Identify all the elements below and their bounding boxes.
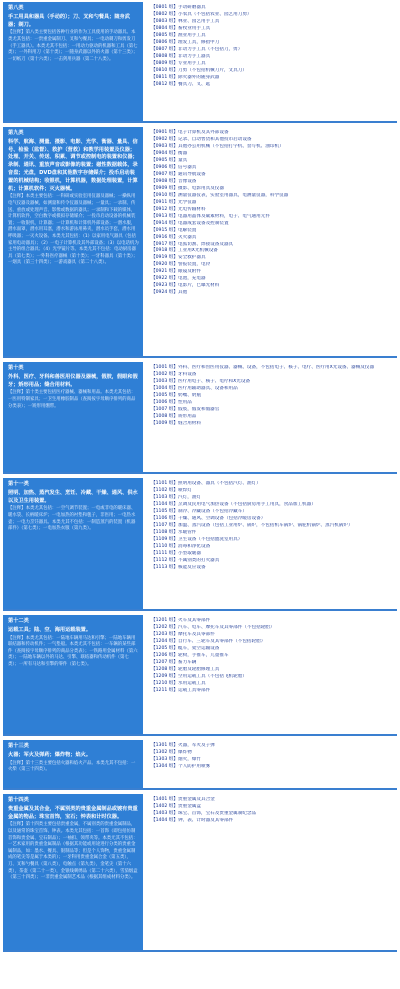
group-label: 缝合用材料 xyxy=(178,420,201,426)
group-label: 制冷、冷藏设备（不包括冷藏车） xyxy=(178,508,247,514)
category-title: 第八类 xyxy=(8,5,24,11)
group-code: 【1106 组】 xyxy=(151,515,178,521)
group-code: 【1109 组】 xyxy=(151,536,178,542)
group-item[interactable] xyxy=(151,743,391,750)
group-label: 汽车、电车、摩托车及其零部件（不包括轮胎） xyxy=(178,624,275,630)
group-label: 烹调及民用电气加热设备（不包括厨房用手工用具，食品加工机器） xyxy=(178,501,316,507)
group-label: 其他办公用机械（不包括打字机、誊写机、油印机） xyxy=(178,143,284,149)
group-label: 喷焊灯 xyxy=(178,487,192,493)
group-item[interactable] xyxy=(151,674,391,681)
group-code: 【0804 组】 xyxy=(151,25,178,31)
group-item[interactable] xyxy=(151,54,391,61)
group-label: 奶嘴、奶瓶 xyxy=(178,392,201,398)
group-code: 【1001 组】 xyxy=(151,365,178,370)
category-title: 第十二类 xyxy=(8,618,29,624)
group-label: 电影片，已曝光材料 xyxy=(178,283,220,289)
group-item[interactable] xyxy=(151,400,391,407)
group-item[interactable] xyxy=(151,681,391,688)
category-heading: 运载工具；陆、空、海用运载装置。 xyxy=(8,626,92,633)
group-code: 【1204 组】 xyxy=(151,638,178,644)
category-note: 【注释】本类主要包括：一科研或实验室用仪器及器械；一操纵用电气仪器及器械，如测量和传令仪器及器械；一量具；一录制、传送、重放或处理声音、影像或数据的器具；一录制和下载的媒体，计算机软件，空白数字或模拟存储媒介；一投币启动设备的机械装置；一收银机，计算器；一计算机和计算机外部设备；一潜水服，潜水面罩，潜水用耳塞，潜水和游泳用鼻夹，潜水员手套，潜水用呼吸器；一灭火设备。本类尤其包括：（1）以家用电气器具（包括家用电动器具）；（2）一电子计算机及其外部设备；（3）以电话机为主导的组合器具；（4）光学镜片等。本类尤其不包括：电动厨房器具（第七类）；一外科医疗器械（第十类）；一牙科器具（第十类）；一烟具（第三十四类）；一游戏器具（第二十八类）。 xyxy=(8,194,139,266)
group-label: 光电传输材料 xyxy=(178,206,206,212)
group-label: 电池，充电器 xyxy=(178,276,206,282)
group-label: 钟、表、计时器及其零部件 xyxy=(178,817,234,823)
category-title: 第十一类 xyxy=(8,481,29,487)
group-label: 音像设备 xyxy=(178,178,197,184)
group-item[interactable] xyxy=(151,646,391,653)
group-label: 卫生设备（不包括盥洗室用具） xyxy=(178,536,243,542)
group-item[interactable] xyxy=(151,26,391,33)
category-description-panel xyxy=(3,740,143,788)
group-label: 牙科设备 xyxy=(178,371,197,377)
group-code: 【0904 组】 xyxy=(151,150,178,156)
group-label: 餐具刀、叉、匙 xyxy=(178,81,211,87)
category-title: 第十四类 xyxy=(8,797,29,803)
group-item[interactable] xyxy=(151,158,391,165)
group-code: 【1003 组】 xyxy=(151,378,178,384)
group-item[interactable] xyxy=(151,186,391,193)
group-code: 【1403 组】 xyxy=(151,810,178,816)
group-code: 【1004 组】 xyxy=(151,385,178,391)
group-list xyxy=(143,127,397,356)
group-item[interactable] xyxy=(151,530,391,537)
category-section xyxy=(3,127,397,358)
group-item[interactable] xyxy=(151,200,391,207)
group-code: 【1202 组】 xyxy=(151,624,178,630)
group-code: 【0912 组】 xyxy=(151,206,178,212)
group-item[interactable] xyxy=(151,757,391,764)
group-code: 【0920 组】 xyxy=(151,262,178,268)
category-section xyxy=(3,2,397,123)
group-item[interactable] xyxy=(151,12,391,19)
group-code: 【1103 组】 xyxy=(151,494,178,500)
group-item[interactable] xyxy=(151,228,391,235)
group-label: 理发工具，修指甲刀 xyxy=(178,39,220,45)
group-label: 水用运载工具 xyxy=(178,680,206,686)
group-item[interactable] xyxy=(151,516,391,523)
group-label: 不属别类的打火器具 xyxy=(178,557,220,563)
group-code: 【0916 组】 xyxy=(151,234,178,240)
group-code: 【1110 组】 xyxy=(151,543,178,549)
group-item[interactable] xyxy=(151,804,391,811)
group-code: 【1101 组】 xyxy=(151,481,178,486)
group-label: 外科、医疗和兽医用仪器、器械、设备，不包括电子、核子、电疗、医疗用X光设备、器械及仪器 xyxy=(178,365,375,370)
group-code: 【1210 组】 xyxy=(151,680,178,686)
group-code: 【0808 组】 xyxy=(151,53,178,59)
category-description-panel xyxy=(3,478,143,609)
group-code: 【1209 组】 xyxy=(151,673,178,679)
group-item[interactable] xyxy=(151,551,391,558)
group-code: 【0802 组】 xyxy=(151,11,178,17)
group-code: 【1211 组】 xyxy=(151,687,178,693)
group-label: 电弧切割、焊接设备及器具 xyxy=(178,241,234,247)
group-list xyxy=(143,362,397,472)
group-code: 【1302 组】 xyxy=(151,749,178,755)
group-code: 【0923 组】 xyxy=(151,283,178,289)
group-item[interactable] xyxy=(151,5,391,12)
group-label: 小农具（不包括农业、园艺用刀剪） xyxy=(178,11,252,17)
group-item[interactable] xyxy=(151,165,391,172)
group-code: 【0917 组】 xyxy=(151,241,178,247)
group-code: 【0807 组】 xyxy=(151,46,178,52)
category-section xyxy=(3,794,397,952)
group-item[interactable] xyxy=(151,544,391,551)
group-label: 眼镜及附件 xyxy=(178,269,201,275)
group-item[interactable] xyxy=(151,248,391,255)
group-item[interactable] xyxy=(151,365,391,372)
category-description-panel xyxy=(3,362,143,472)
category-description-panel xyxy=(3,615,143,734)
group-label: 畜牧业用手工具 xyxy=(178,25,211,31)
group-code: 【0908 组】 xyxy=(151,178,178,184)
group-item[interactable] xyxy=(151,214,391,221)
group-code: 【1401 组】 xyxy=(151,797,178,802)
group-item[interactable] xyxy=(151,509,391,516)
group-label: 火车及其零部件 xyxy=(178,618,211,623)
group-item[interactable] xyxy=(151,667,391,674)
category-section xyxy=(3,615,397,736)
group-label: 记录、自动售货和其他投币启动设备 xyxy=(178,136,252,142)
group-label: 爆炸物 xyxy=(178,749,192,755)
group-item[interactable] xyxy=(151,565,391,572)
group-item[interactable] xyxy=(151,750,391,757)
group-label: 手动研磨器具 xyxy=(178,5,206,10)
group-code: 【0915 组】 xyxy=(151,227,178,233)
group-item[interactable] xyxy=(151,276,391,283)
group-code: 【1113 组】 xyxy=(151,564,178,570)
group-code: 【1206 组】 xyxy=(151,652,178,658)
category-title: 第九类 xyxy=(8,130,24,136)
group-label: 医疗用电子、核子、电疗和X光设备 xyxy=(178,378,251,384)
group-item[interactable] xyxy=(151,221,391,228)
group-label: 量具 xyxy=(178,157,188,163)
group-label: 信号器具 xyxy=(178,164,197,170)
group-label: 水暖管件 xyxy=(178,529,197,535)
group-item[interactable] xyxy=(151,688,391,695)
group-item[interactable] xyxy=(151,625,391,632)
group-label: 电器用晶体及碳素材料，电子、电气通用元件 xyxy=(178,213,270,219)
group-code: 【0903 组】 xyxy=(151,143,178,149)
group-code: 【0913 组】 xyxy=(151,213,178,219)
group-label: 通讯导航设备 xyxy=(178,171,206,177)
group-label: 核能反应设备 xyxy=(178,564,206,570)
group-item[interactable] xyxy=(151,290,391,297)
group-item[interactable] xyxy=(151,653,391,660)
group-label: 假肢，假发和假器官 xyxy=(178,406,220,412)
group-item[interactable] xyxy=(151,379,391,386)
category-note: 【注释】第十类主要包括医疗器械、器械和用品。本类尤其包括：一医用特制家具；一卫生用橡胶制品（查阅按字母顺序排列的商品分类表）；一矫形用绷带。 xyxy=(8,390,136,409)
group-label: 汽灯，油灯 xyxy=(178,494,201,500)
group-item[interactable] xyxy=(151,82,391,89)
group-item[interactable] xyxy=(151,137,391,144)
group-item[interactable] xyxy=(151,811,391,818)
group-item[interactable] xyxy=(151,372,391,379)
category-note: 【注释】本类尤其包括：一陆地车辆用马达和引擎；一陆地车辆用联结器和传动机件；一气垫船。本类尤其不包括：一车辆的某些部件（查阅按字母顺序排列的商品分类表）；一铁路用金属材料（第六类）；一陆地车辆以外的马达、引擎、联结器和传动机件（第七类）；一所有马达和引擎的零件（第七类）。 xyxy=(8,635,138,668)
group-item[interactable] xyxy=(151,639,391,646)
group-item[interactable] xyxy=(151,414,391,421)
group-item[interactable] xyxy=(151,255,391,262)
group-label: 缆车，架空运输设备 xyxy=(178,645,220,651)
group-code: 【1009 组】 xyxy=(151,420,178,426)
group-item[interactable] xyxy=(151,618,391,625)
group-item[interactable] xyxy=(151,47,391,54)
group-code: 【1303 组】 xyxy=(151,756,178,762)
category-heading: 手工用具和器具（手动的）；刀、叉和勺餐具；随身武器；剃刀。 xyxy=(8,13,130,28)
category-heading: 外科、医疗、牙科和兽医用仪器及器械，假肢，假眼和假牙；矫形用品；缝合用材料。 xyxy=(8,373,138,388)
group-item[interactable] xyxy=(151,797,391,804)
category-section xyxy=(3,362,397,474)
group-label: 干燥、通风、空调设备（包括冷暖房设备） xyxy=(178,515,266,521)
category-description-panel xyxy=(3,794,143,950)
group-item[interactable] xyxy=(151,558,391,565)
group-item[interactable] xyxy=(151,242,391,249)
group-item[interactable] xyxy=(151,193,391,200)
group-label: 非动力手工器具 xyxy=(178,53,211,59)
group-label: 电器成套设备及控制装置 xyxy=(178,220,229,226)
group-label: 矫形用品 xyxy=(178,413,197,419)
group-code: 【1006 组】 xyxy=(151,399,178,405)
group-code: 【0914 组】 xyxy=(151,220,178,226)
group-code: 【1301 组】 xyxy=(151,743,178,748)
category-title: 第十类 xyxy=(8,365,24,371)
group-item[interactable] xyxy=(151,130,391,137)
group-label: 林业、园艺用手工具 xyxy=(178,18,220,24)
group-item[interactable] xyxy=(151,393,391,400)
category-heading: 火器；军火及弹药；爆炸物；焰火。 xyxy=(8,751,92,758)
group-label: 非动力手工具（不包括刀，剪） xyxy=(178,46,243,52)
group-label: 灭火器具 xyxy=(178,234,197,240)
group-code: 【0810 组】 xyxy=(151,67,178,73)
group-item[interactable] xyxy=(151,179,391,186)
group-code: 【1108 组】 xyxy=(151,529,178,535)
group-code: 【0805 组】 xyxy=(151,32,178,38)
group-item[interactable] xyxy=(151,502,391,509)
group-code: 【0906 组】 xyxy=(151,164,178,170)
category-heading: 照明、加热、蒸汽发生、烹饪、冷藏、干燥、通风、供水以及卫生用装置。 xyxy=(8,489,138,504)
group-item[interactable] xyxy=(151,495,391,502)
group-label: 珠宝、首饰，宝石及贵重金属制纪念品 xyxy=(178,810,257,816)
group-code: 【0902 组】 xyxy=(151,136,178,142)
group-code: 【1105 组】 xyxy=(151,508,178,514)
group-item[interactable] xyxy=(151,262,391,269)
group-item[interactable] xyxy=(151,207,391,214)
group-code: 【0811 组】 xyxy=(151,74,178,80)
group-item[interactable] xyxy=(151,269,391,276)
group-item[interactable] xyxy=(151,68,391,75)
group-code: 【1008 组】 xyxy=(151,413,178,419)
group-label: 贵重金属及其合金 xyxy=(178,797,215,802)
group-label: 电解装置 xyxy=(178,227,197,233)
group-label: 轮椅，手推车，儿童推车 xyxy=(178,652,229,658)
group-code: 【1203 组】 xyxy=(151,631,178,637)
group-item[interactable] xyxy=(151,386,391,393)
group-item[interactable] xyxy=(151,61,391,68)
group-item[interactable] xyxy=(151,818,391,825)
group-code: 【0812 组】 xyxy=(151,81,178,87)
category-heading: 科学、航海、测量、摄影、电影、光学、衡器、量具、信号、检验（监督）、救护（营救）和教学用装置及仪器；处理、开关、传送、积累、调节或控制电的装置和仪器；录制、通讯、重放声音或影像的装置；磁性数据载体，录音盘；光盘，DVD盘和其他数字存储媒介；投币启动装置的机械结构；收银机，计算机器，数据处理装置，计算机；计算机软件；灭火器械。 xyxy=(8,138,138,192)
category-note: 【注释】第十四类主要包括贵重金属，不属别类的贵重金属制品，以及通常的珠宝首饰、钟表。本类尤其包括：一首饰（即包括仿制首饰和贵金属、宝石制品）；一袖扣、领带夹等。本类尤其不包括：一艺术家用的贵重金属制品（根据其功能或用途进行分类的贵重金属制品，如：墨水、餐具、银制品等；但是个人饰物，贵重金属制成的笔尖等是属于本类的）；一牙科用贵重金属合金（第五类），刀、叉和勺餐具（第八类），电触点（第九类），金笔尖（第十六类），茶壶（第二十一类），金银线刺绣品（第二十六类），雪茄烟盒（第三十四类）；一非贵重金属制艺术品（根据其组成材料分类）。 xyxy=(8,822,138,881)
group-label: 测量仪器仪表，实验室用器具，电测量仪器，科学仪器 xyxy=(178,192,289,198)
group-code: 【1402 组】 xyxy=(151,803,178,809)
group-label: 个人防护用喷雾 xyxy=(178,763,211,769)
group-item[interactable] xyxy=(151,481,391,488)
group-code: 【1207 组】 xyxy=(151,659,178,665)
group-label: 照明用设备、器具（不包括汽灯、油灯） xyxy=(178,481,261,486)
category-note: 【注释】本类尤其包括：一空气调节装置；一电或非电的暖床器、暖水袋、长柄暖床炉；一电加热的衬垫和毯子，非医用；一电热水壶；一电力烹饪器具。本类尤其不包括：一制造蒸汽的装置（机器部件）（第七类）；一电加热衣服（第九类）。 xyxy=(8,506,136,532)
group-label: 渔业用手工具 xyxy=(178,32,206,38)
category-description-panel xyxy=(3,127,143,356)
group-code: 【0806 组】 xyxy=(151,39,178,45)
group-label: 刀剪（不包括机械刀片，文具刀） xyxy=(178,67,247,73)
group-item[interactable] xyxy=(151,235,391,242)
group-code: 【0905 组】 xyxy=(151,157,178,163)
group-item[interactable] xyxy=(151,421,391,428)
group-label: 烟火，爆竹 xyxy=(178,756,201,762)
group-label: 医疗用辅助器具、设备和用品 xyxy=(178,385,238,391)
group-item[interactable] xyxy=(151,660,391,667)
group-list xyxy=(143,478,397,609)
group-code: 【1107 组】 xyxy=(151,522,178,528)
group-item[interactable] xyxy=(151,33,391,40)
group-label: 除火器外的随身武器 xyxy=(178,74,220,80)
group-item[interactable] xyxy=(151,172,391,179)
category-title: 第十三类 xyxy=(8,743,29,749)
group-code: 【0918 组】 xyxy=(151,248,178,254)
group-code: 【0803 组】 xyxy=(151,18,178,24)
category-description-panel xyxy=(3,2,143,121)
group-item[interactable] xyxy=(151,19,391,26)
group-code: 【0911 组】 xyxy=(151,199,178,205)
group-item[interactable] xyxy=(151,151,391,158)
group-list xyxy=(143,740,397,788)
group-item[interactable] xyxy=(151,283,391,290)
group-list xyxy=(143,615,397,734)
group-item[interactable] xyxy=(151,632,391,639)
category-heading: 贵重金属及其合金，不属别类的贵重金属制品或镀有贵重金属的物品；珠宝首饰，宝石；钟表和计时仪器。 xyxy=(8,805,138,820)
group-label: 运载工具零部件 xyxy=(178,687,211,693)
group-label: 工业用X光机械设备 xyxy=(178,248,218,254)
group-label: 警报装置，电铃 xyxy=(178,262,211,268)
group-code: 【1201 组】 xyxy=(151,618,178,623)
group-label: 摩托车及其零部件 xyxy=(178,631,215,637)
group-label: 空用运载工具（不包括飞机轮胎） xyxy=(178,673,247,679)
group-code: 【1111 组】 xyxy=(151,550,178,556)
group-label: 安全救护器具 xyxy=(178,255,206,261)
group-code: 【0801 组】 xyxy=(151,5,178,10)
group-code: 【0909 组】 xyxy=(151,185,178,191)
group-code: 【1205 组】 xyxy=(151,645,178,651)
category-section xyxy=(3,478,397,611)
group-code: 【1208 组】 xyxy=(151,666,178,672)
group-item[interactable] xyxy=(151,144,391,151)
group-label: 消毒和净化设备 xyxy=(178,543,211,549)
group-label: 衡器 xyxy=(178,150,188,156)
group-label: 加温、蒸汽设备（包括工业用炉、锅炉，不包括机车锅炉、锅驼机锅炉、蒸汽机锅炉） xyxy=(178,522,353,528)
group-label: 小型取暖器 xyxy=(178,550,201,556)
category-note: 【注释】第八类主要包括各种行业的作为工具使用的手动器具。本类尤其包括：一贵重金属制刀、叉和勺餐具；一电动剃刀和剪发刀（手工器具）。本类尤其不包括：一用动力驱动的机器和工具（第七类）；一外科用刀（第十类）；一随身武器以外的火器（第十三类）；一切纸刀（第十六类）；一击剑用兵器（第二十八类）。 xyxy=(8,30,138,62)
group-item[interactable] xyxy=(151,407,391,414)
group-item[interactable] xyxy=(151,40,391,47)
group-code: 【1002 组】 xyxy=(151,371,178,377)
group-list xyxy=(143,2,397,121)
group-code: 【0907 组】 xyxy=(151,171,178,177)
group-code: 【0809 组】 xyxy=(151,60,178,66)
group-item[interactable] xyxy=(151,537,391,544)
group-list xyxy=(143,794,397,950)
group-code: 【0922 组】 xyxy=(151,276,178,282)
group-label: 轮胎及轮胎修理工具 xyxy=(178,666,220,672)
group-item[interactable] xyxy=(151,764,391,771)
group-label: 专业用手工具 xyxy=(178,60,206,66)
group-code: 【0924 组】 xyxy=(151,290,178,296)
group-code: 【1007 组】 xyxy=(151,406,178,412)
group-code: 【1304 组】 xyxy=(151,763,178,769)
group-label: 贵重金属盒 xyxy=(178,803,201,809)
group-label: 电子计算机及其外部设备 xyxy=(178,130,229,135)
group-code: 【1104 组】 xyxy=(151,501,178,507)
group-label: 性用品 xyxy=(178,399,192,405)
group-code: 【0921 组】 xyxy=(151,269,178,275)
group-item[interactable] xyxy=(151,488,391,495)
group-code: 【1102 组】 xyxy=(151,487,178,493)
group-code: 【0919 组】 xyxy=(151,255,178,261)
group-label: 其他 xyxy=(178,290,188,296)
group-code: 【0901 组】 xyxy=(151,130,178,135)
group-label: 畜力车辆 xyxy=(178,659,197,665)
group-code: 【1005 组】 xyxy=(151,392,178,398)
group-code: 【0910 组】 xyxy=(151,192,178,198)
group-item[interactable] xyxy=(151,523,391,530)
group-code: 【1112 组】 xyxy=(151,557,178,563)
group-code: 【1404 组】 xyxy=(151,817,178,823)
group-label: 光学仪器 xyxy=(178,199,197,205)
group-item[interactable] xyxy=(151,75,391,82)
group-label: 摄影、电影用具及仪器 xyxy=(178,185,224,191)
group-label: 火器，军火及子弹 xyxy=(178,743,215,748)
group-label: 自行车、三轮车及其零部件（不包括轮胎） xyxy=(178,638,266,644)
category-note: 【注释】第十三类主要包括火器和焰火产品。本类尤其不包括：一火柴（第三十四类）。 xyxy=(8,760,136,773)
category-section xyxy=(3,740,397,790)
